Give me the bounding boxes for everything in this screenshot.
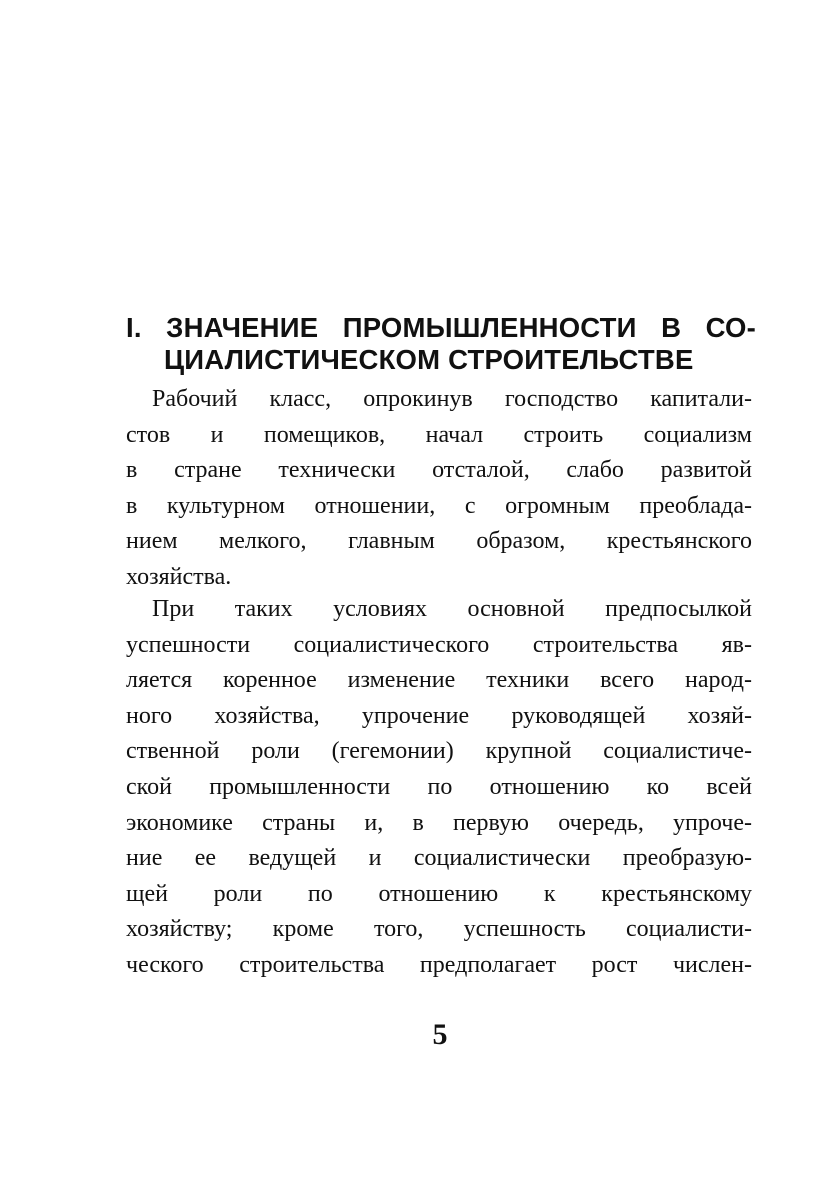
paragraph-2: [126, 592, 752, 984]
text-line: Рабочий класс, опрокинув господство капитали-: [152, 386, 752, 412]
text-line: нием мелкого, главным образом, крестьянского: [126, 528, 752, 555]
text-line: ственной роли (гегемонии) крупной социалистиче-: [126, 738, 752, 765]
text-line: ской промышленности по отношению ко всей: [126, 773, 752, 800]
heading-line-2: ЦИАЛИСТИЧЕСКОМ СТРОИТЕЛЬСТВЕ: [164, 344, 694, 375]
text-line: успешности социалистического строительства яв-: [126, 631, 752, 658]
text-line: в стране технически отсталой, слабо развитой: [126, 457, 752, 484]
text-line: При таких условиях основной предпосылкой: [152, 596, 752, 622]
text-line: ляется коренное изменение техники всего народ-: [126, 667, 752, 694]
text-line: экономике страны и, в первую очередь, упроче-: [126, 809, 752, 836]
paragraph-1: [126, 382, 752, 596]
text-line: щей роли по отношению к крестьянскому: [126, 880, 752, 907]
text-line: ние ее ведущей и социалистически преобразую-: [126, 845, 752, 872]
text-line: стов и помещиков, начал строить социализм: [126, 421, 752, 448]
heading-line-1: I. ЗНАЧЕНИЕ ПРОМЫШЛЕННОСТИ В СО-: [126, 312, 756, 343]
text-line: хозяйства.: [126, 563, 232, 590]
text-line: хозяйству; кроме того, успешность социалисти-: [126, 916, 752, 943]
text-line: ческого строительства предполагает рост числен-: [126, 951, 752, 978]
chapter-heading: [126, 312, 756, 376]
text-line: в культурном отношении, с огромным преоблада-: [126, 492, 752, 519]
text-line: ного хозяйства, упрочение руководящей хозяй-: [126, 702, 752, 729]
page-number: 5: [432, 1018, 448, 1051]
